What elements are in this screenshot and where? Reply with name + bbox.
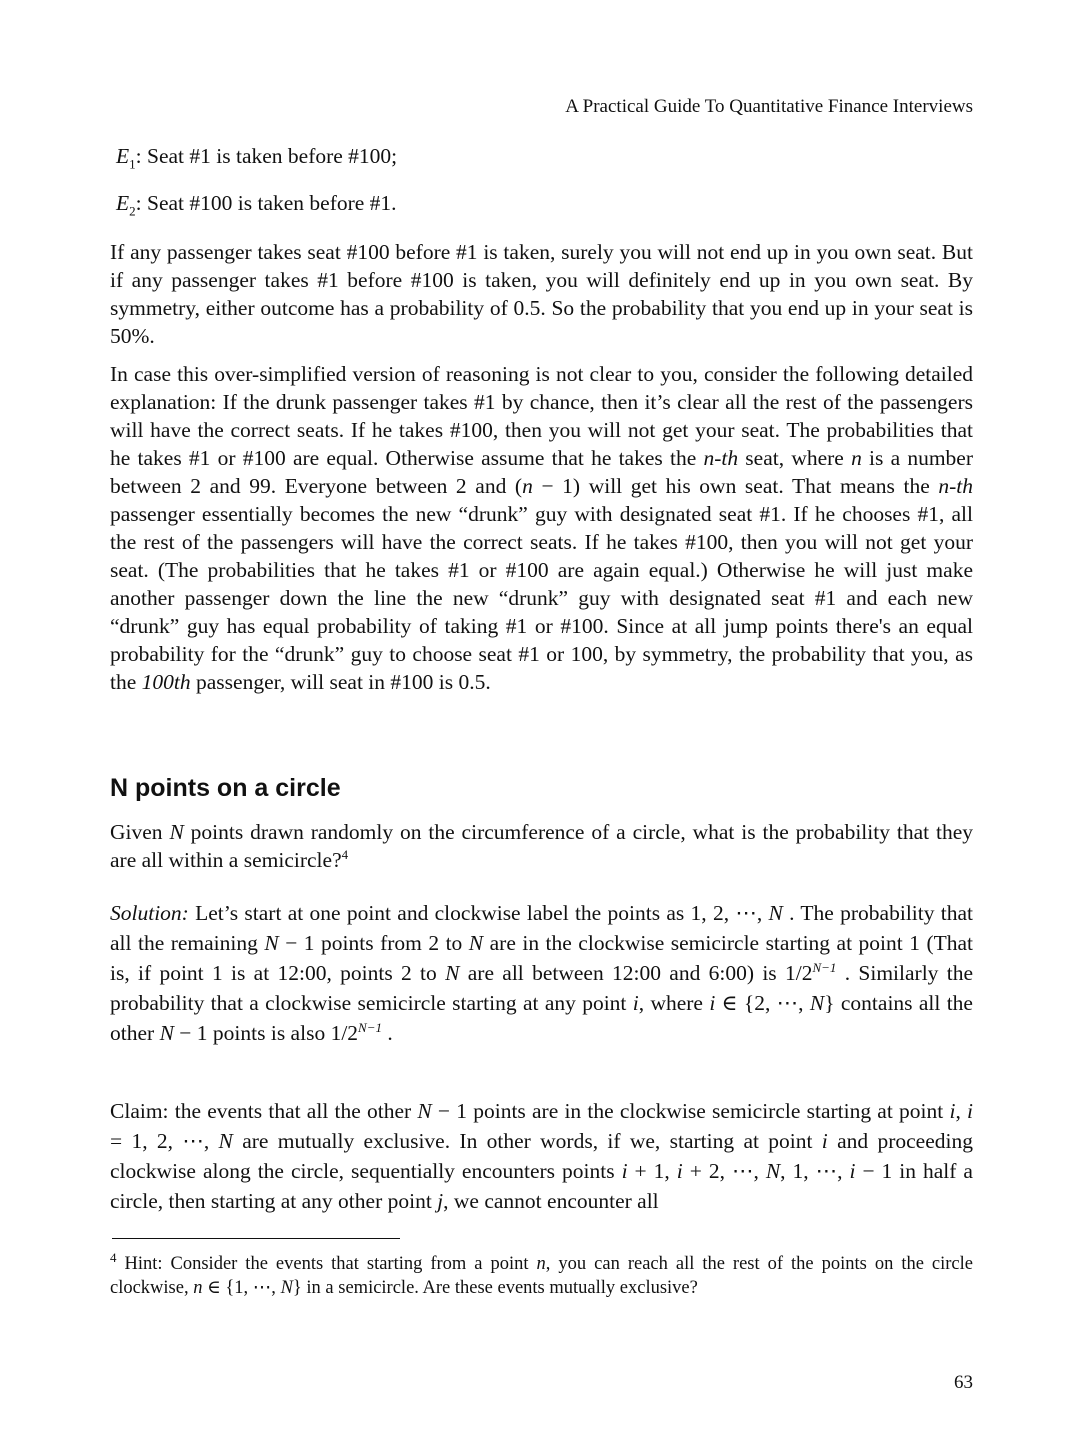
claim-paragraph xyxy=(110,1096,973,1216)
running-header: A Practical Guide To Quantitative Finance Interviews xyxy=(565,96,973,117)
solution-label: Solution: xyxy=(110,901,189,925)
paragraph-text: Solution: Let’s start at one point and clockwise label the points as 1, 2, ⋯, N . The probability that all the remaining N − 1 points from 2 to N are in the clockwise semicircle starting at point 1 (That is, if point 1 is at 12:00, points 2 to N are all between 12:00 and 6:00) is $1/2^{N-1}$ . Similarly the probability that a clockwise semicircle starting at any point i, where i ∈ {2, ⋯, N} contains all the other N − 1 points is also $1/2^{N-1}$ . xyxy=(110,901,974,1045)
event-e1 xyxy=(116,144,398,172)
paragraph-text: Claim: the events that all the other N − 1 points are in the clockwise semicircle starting at point i, i = 1, 2, ⋯, N are mutually exclusive. In other words, if we, starting at point i and proceeding clockwise along the circle, sequentially encounters points i + 1, i + 2, ⋯, N, 1, ⋯, i − 1 in half a circle, then starting at any other point j, we cannot encounter all xyxy=(110,1099,974,1213)
event-index: 1 xyxy=(129,156,136,172)
solution-paragraph xyxy=(110,898,973,1048)
problem-question xyxy=(110,818,973,874)
event-e2 xyxy=(116,191,397,219)
event-symbol: E xyxy=(116,191,130,215)
paragraph-text: Given N points drawn randomly on the circumference of a circle, what is the probability that they are all within a semicircle?$^4$ xyxy=(110,820,974,872)
event-index: 2 xyxy=(129,203,136,219)
paragraph-text: In case this over-simplified version of reasoning is not clear to you, consider the following detailed explanation: If the drunk passenger takes #1 by chance, then it’s clear all the rest of the passengers will have the correct seats. If he takes #100, then you will not get your seat. The probabilities that he takes #1 or #100 are equal. Otherwise assume that he takes the n-th seat, where n is a number between 2 and 99. Everyone between 2 and (n − 1) will get his own seat. That means the n-th passenger essentially becomes the new “drunk” guy with designated seat #1. If he chooses #1, all the rest of the passengers will have the correct seats. If he takes #100, then you will not get your seat. (The probabilities that he takes #1 or #100 are again equal.) Otherwise he will just make another passenger down the line the new “drunk” guy with designated seat #1 and each new “drunk” guy has equal probability of taking #1 or #100. Since at all jump points there's an equal probability for the “drunk” guy to choose seat #1 or 100, by symmetry, the probability that you, as the 100th passenger, will seat in #100 is 0.5. xyxy=(110,362,974,694)
paragraph-text: If any passenger takes seat #100 before #1 is taken, surely you will not end up in you own seat. But if any passenger takes #1 before #100 is taken, you will definitely end up in you own seat. By symmetry, either outcome has a probability of 0.5. So the probability that you end up in your seat is 50%. xyxy=(110,240,973,348)
event-text: : Seat #1 is taken before #100; xyxy=(135,144,398,168)
paragraph-symmetry xyxy=(110,238,973,350)
section-heading: N points on a circle xyxy=(110,774,341,802)
page-number: 63 xyxy=(954,1372,973,1393)
paragraph-detailed-explanation xyxy=(110,360,973,696)
footnote-divider xyxy=(112,1238,400,1239)
event-symbol: E xyxy=(116,144,130,168)
event-text: : Seat #100 is taken before #1. xyxy=(135,191,397,215)
footnote-number: 4 xyxy=(110,1249,117,1265)
footnote-text: $^4$ Hint: Consider the events that starting from a point n, you can reach all the rest of the points on the circle clockwise, n ∈ {1, ⋯, N} in a semicircle. Are these events mutually exclusive? xyxy=(110,1249,973,1298)
footnote-reference: 4 xyxy=(341,846,349,862)
footnote xyxy=(110,1249,973,1300)
